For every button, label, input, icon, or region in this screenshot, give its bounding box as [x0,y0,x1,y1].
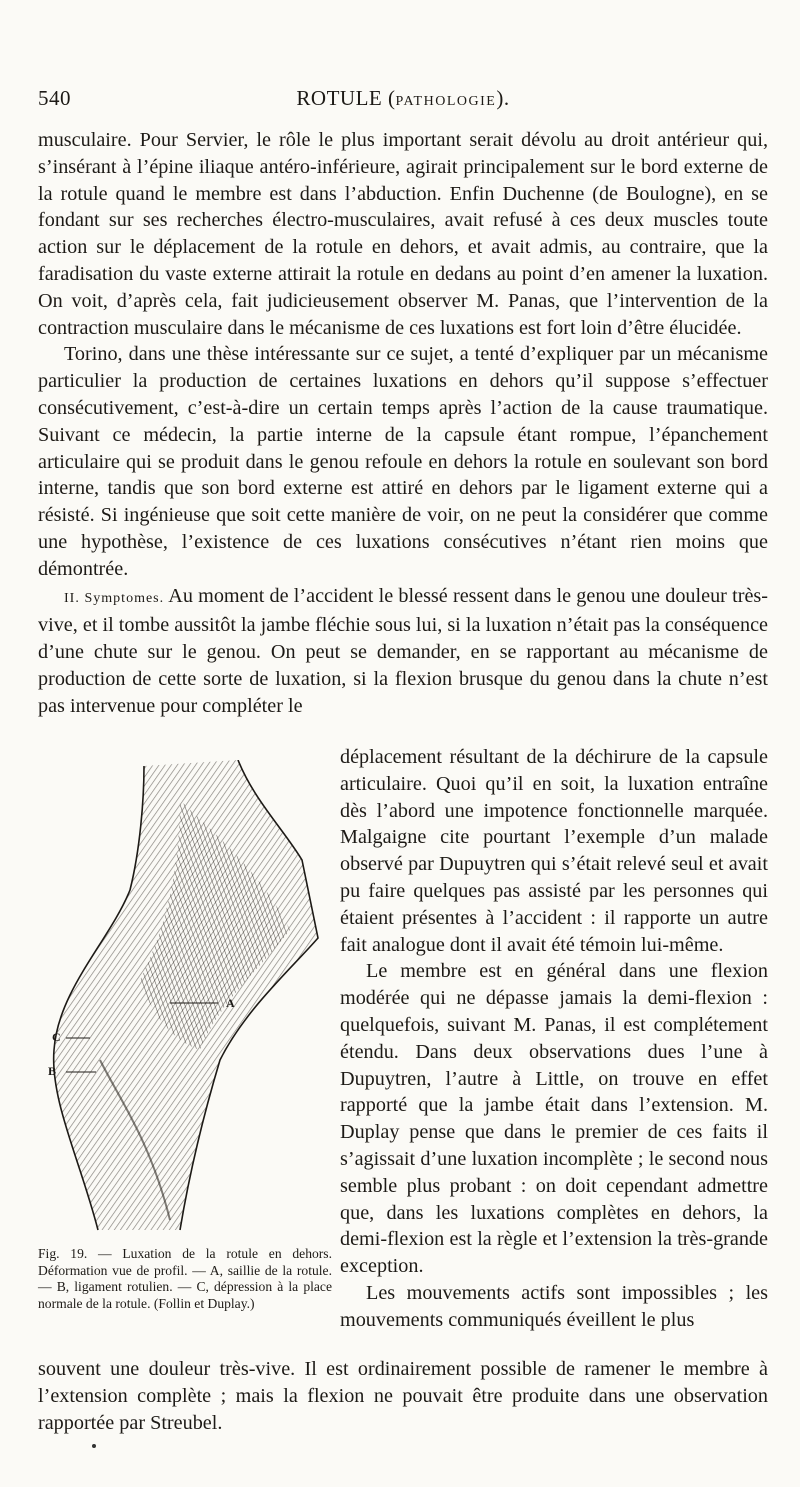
running-title: ROTULE (PATHOLOGIE). [296,86,510,110]
paragraph: Torino, dans une thèse intéressante sur ce sujet, a tenté d’expliquer par un mécanisme particulier la production de certaines luxations en dehors qu’il suppose s’effectuer consécutivement, c’est-à-dire un certain temps après l’action de la cause traumatique. Suivant ce médecin, la partie interne de la capsule étant rompue, l’épanchement articulaire qui se produit dans le genou refoule en dehors la rotule en soulevant son bord interne, tandis que son bord externe est attiré en dehors par le ligament externe qui a résisté. Si ingénieuse que soit cette manière de voir, on ne peut la considérer que comme une hypothèse, l’existence de ces luxations consécutives n’étant rien moins que démontrée. [38,343,768,580]
paragraph: déplacement résultant de la déchirure de la capsule articulaire. Quoi qu’il en soit, la luxation entraîne dès l’abord une impotence fonctionnelle marquée. Malgaigne cite pourtant l’exemple d’un malade observé par Dupuytren qui s’était relevé seul et avait pu faire quelques pas assisté par les personnes qui étaient présentes à l’accident : il rapporte un autre fait analogue dont il avait été témoin lui-même. [340,746,768,956]
paragraph: souvent une douleur très-vive. Il est ordinairement possible de ramener le membre à l’extension complète ; mais la flexion ne pouvait être produite dans une observation rapportée par Streubel. [38,1358,768,1434]
section-heading: II. Symptomes. [64,590,165,606]
ink-speck [92,1444,96,1448]
figure-label-b: B [48,1064,57,1078]
paragraph: Le membre est en général dans une flexion modérée qui ne dépasse jamais la demi-flexion : quelquefois, suivant M. Panas, il est complétement étendu. Dans deux observations dues l’une à Dupuytren, l’autre à Little, on trouve en effet rapporté que la jambe était dans l’extension. M. Duplay pense que dans le premier de ces faits il s’agissait d’une luxation incomplète ; le second nous semble plus probant : on doit cependant admettre que, dans les luxations complètes en dehors, la demi-flexion est la règle et l’extension la très-grande exception. [340,960,768,1278]
knee-illustration [40,760,340,1250]
paragraph: Les mouvements actifs sont impossibles ; les mouvements communiqués éveillent le plus [340,1281,768,1331]
running-header [38,86,768,116]
paragraph-symptoms: II. Symptomes. Au moment de l’accident le blessé ressent dans le genou une douleur très-vive, et il tombe aussitôt la jambe fléchie sous lui, si la luxation n’était pas la conséquence d’une chute sur le genou. On peut se demander, en se rapportant au mécanisme de production de cette sorte de luxation, si la flexion brusque du genou dans la chute n’est pas intervenue pour compléter le [38,584,768,717]
figure-caption: Fig. 19. — Luxation de la rotule en dehors. Déformation vue de profil. — A, saillie de la rotule. — B, ligament rotulien. — C, dépression à la place normale de la rotule. (Follin et Duplay.) [38,1246,332,1311]
page-number: 540 [38,86,71,110]
knee-engraving [40,760,340,1250]
body-text-bottom [38,1356,768,1436]
body-text-top [38,127,768,720]
figure-label-c: C [52,1030,61,1044]
figure-label-a: A [226,996,235,1010]
paragraph: musculaire. Pour Servier, le rôle le plus important serait dévolu au droit antérieur qui, s’insérant à l’épine iliaque antéro-inférieure, agirait principalement sur le bord externe de la rotule quand le membre est dans l’abduction. Enfin Duchenne (de Boulogne), en se fondant sur ses recherches électro-musculaires, avait refusé à ces deux muscles toute action sur le déplacement de la rotule en dehors, et avait admis, au contraire, que la faradisation du vaste externe attirait la rotule en dedans au point d’en amener la luxation. On voit, d’après cela, fait judicieusement observer M. Panas, que l’intervention de la contraction musculaire dans le mécanisme de ces luxations est fort loin d’être élucidée. [38,129,768,339]
body-text-column [340,744,768,1334]
